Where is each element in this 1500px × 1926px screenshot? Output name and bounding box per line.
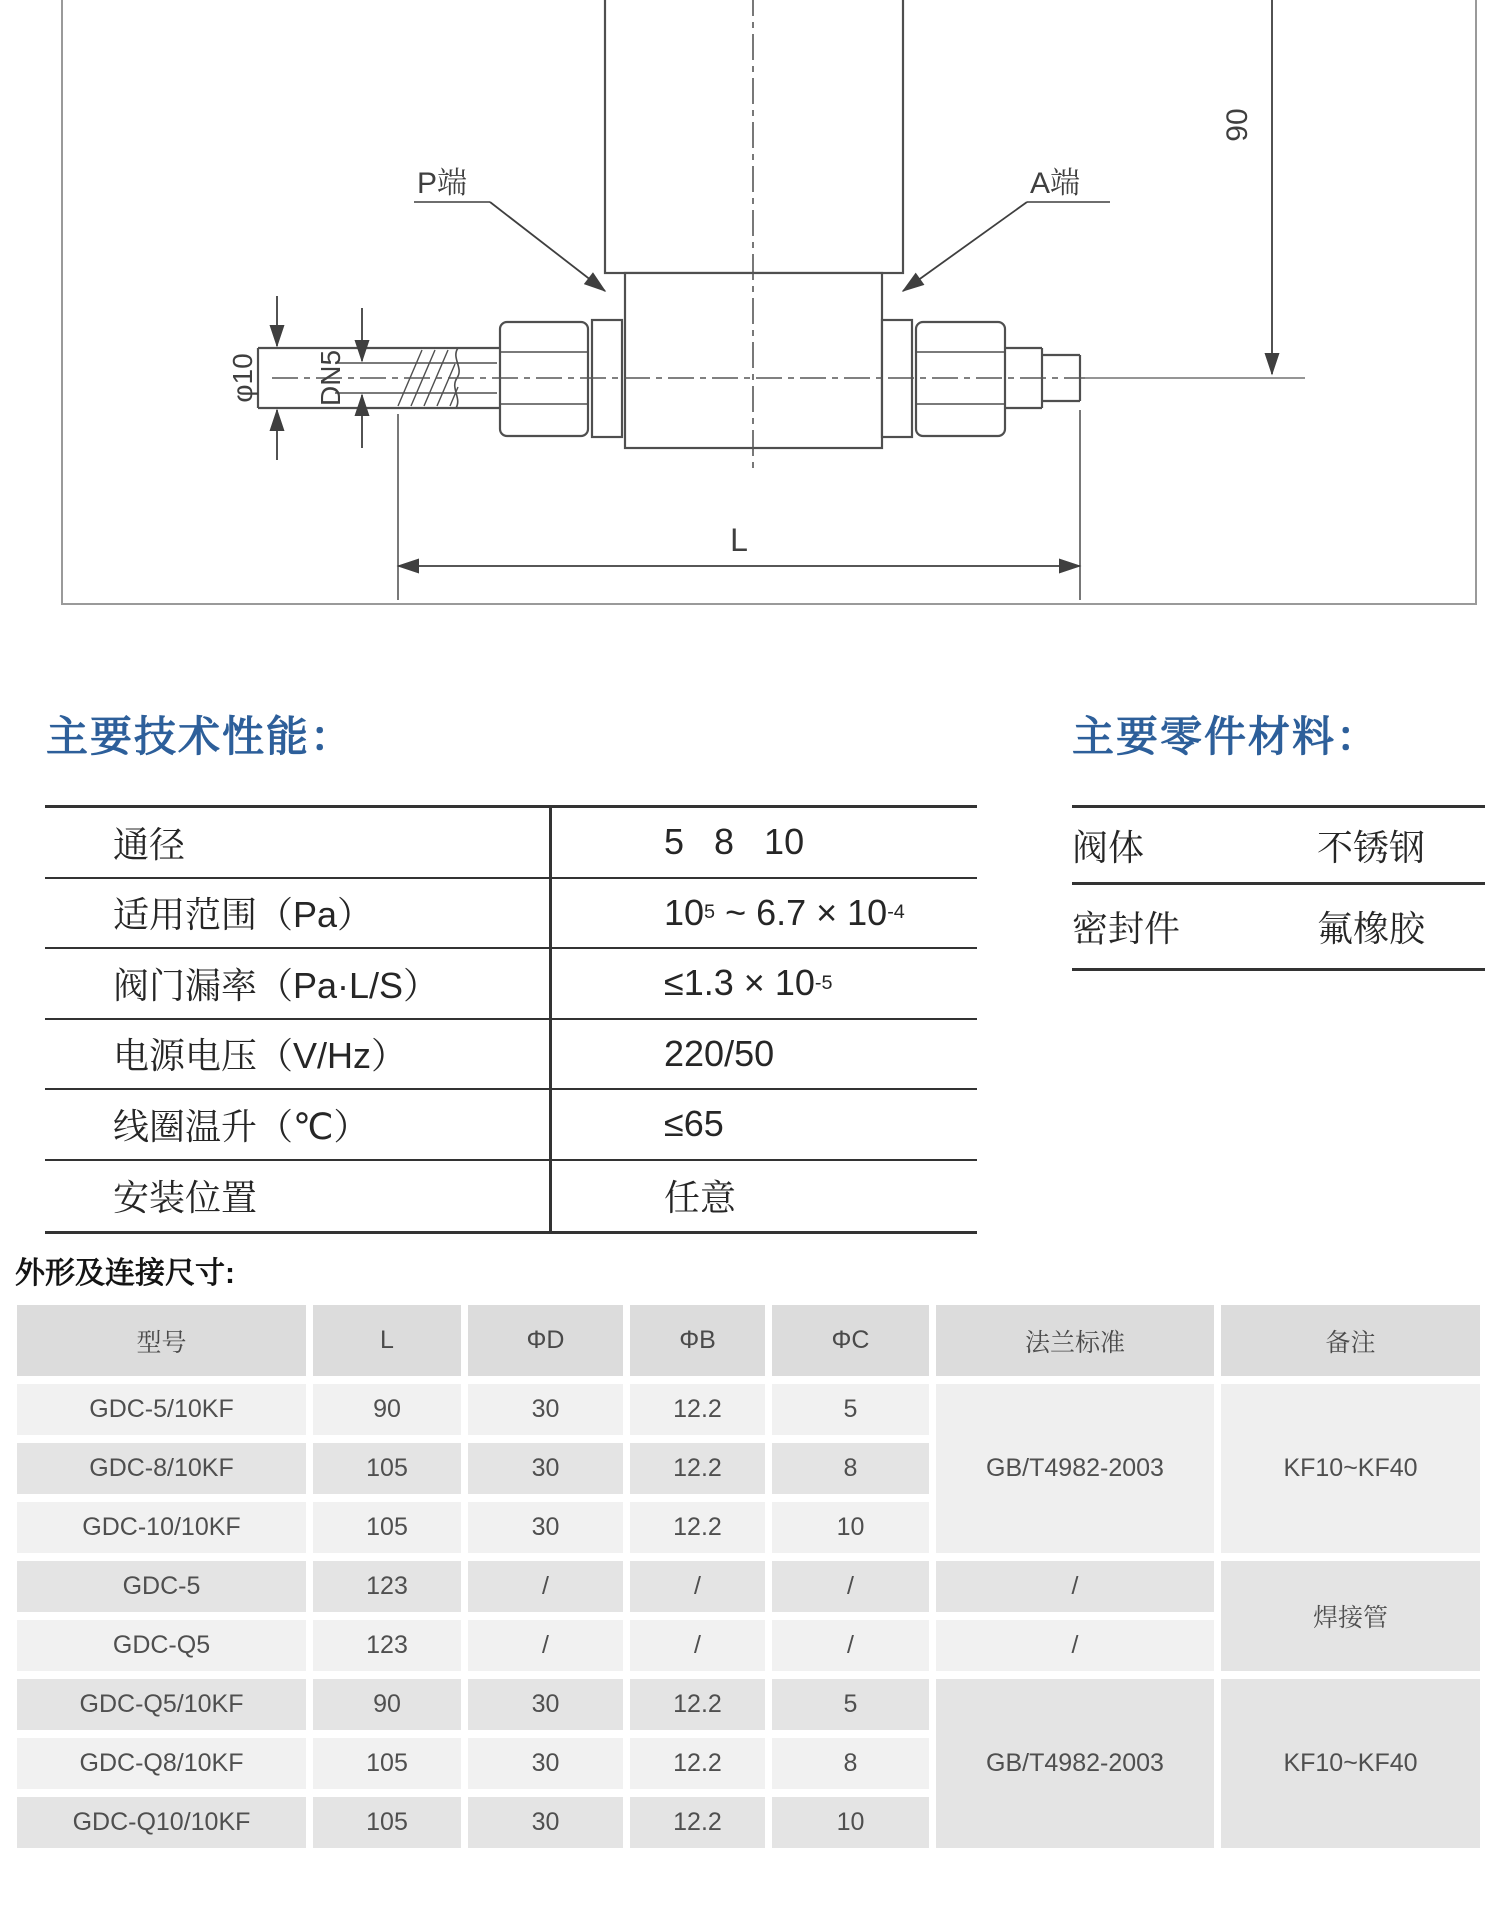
cell-C: 5: [772, 1384, 929, 1435]
material-value: 氟橡胶: [1317, 908, 1426, 949]
cell-C: 5: [772, 1679, 929, 1730]
cell-D: 30: [468, 1502, 623, 1553]
cell-flange: /: [936, 1561, 1214, 1612]
cell-model: GDC-8/10KF: [17, 1443, 306, 1494]
cell-C: /: [772, 1561, 929, 1612]
cell-B: 12.2: [630, 1502, 765, 1553]
table-row: [17, 1384, 1480, 1435]
table-row: [45, 1020, 977, 1091]
table-row: [1072, 885, 1485, 968]
cell-C: 10: [772, 1502, 929, 1553]
spec-value: 5 8 10: [664, 821, 805, 863]
table-row: [45, 879, 977, 950]
dn5-dimension-label: DN5: [315, 349, 346, 407]
p-port-leader: [414, 202, 605, 291]
cell-model: GDC-Q8/10KF: [17, 1738, 306, 1789]
technical-drawing: [0, 0, 1500, 610]
cell-C: /: [772, 1620, 929, 1671]
column-header-B: ΦB: [630, 1305, 765, 1376]
cell-C: 8: [772, 1738, 929, 1789]
tech-specs-heading: 主要技术性能：: [46, 713, 355, 760]
spec-label: 电源电压（V/Hz）: [45, 1020, 552, 1089]
a-port-label: A端: [1030, 167, 1081, 200]
cell-B: /: [630, 1620, 765, 1671]
cell-remark-merged: 焊接管: [1221, 1561, 1480, 1671]
material-value: 不锈钢: [1317, 826, 1426, 868]
table-row: [45, 808, 977, 879]
height-90-dimension-label: 90: [1221, 108, 1254, 142]
spec-value: 任意: [664, 1177, 737, 1219]
table-row: [45, 1090, 977, 1161]
cell-B: 12.2: [630, 1738, 765, 1789]
column-header-L: L: [313, 1305, 461, 1376]
cell-L: 105: [313, 1443, 461, 1494]
column-header-C: ΦC: [772, 1305, 929, 1376]
cell-L: 123: [313, 1620, 461, 1671]
dia-10-dimension-label: φ10: [227, 353, 258, 403]
spec-label: 安装位置: [45, 1161, 552, 1232]
a-port-leader: [903, 202, 1110, 291]
materials-heading: 主要零件材料：: [1072, 713, 1381, 760]
cell-B: 12.2: [630, 1384, 765, 1435]
cell-flange-merged: GB/T4982-2003: [936, 1384, 1214, 1553]
cell-L: 123: [313, 1561, 461, 1612]
table-row: [45, 949, 977, 1020]
cell-flange-merged: GB/T4982-2003: [936, 1679, 1214, 1848]
dimensions-table: [10, 1297, 1487, 1856]
cell-L: 90: [313, 1384, 461, 1435]
table-header-row: [17, 1305, 1480, 1376]
valve-coil: [605, 0, 903, 273]
material-part: 密封件: [1072, 908, 1181, 949]
cell-B: /: [630, 1561, 765, 1612]
left-hex-nut: [500, 322, 588, 436]
spec-value: 220/50: [664, 1032, 775, 1074]
cell-D: 30: [468, 1797, 623, 1848]
material-part: 阀体: [1072, 826, 1145, 868]
column-header-flange: 法兰标准: [936, 1305, 1214, 1376]
tech-specs-table: [45, 805, 977, 1234]
cell-D: 30: [468, 1443, 623, 1494]
cell-C: 10: [772, 1797, 929, 1848]
spec-value: ≤65: [664, 1103, 724, 1145]
spec-label: 阀门漏率（Pa·L/S）: [45, 949, 552, 1018]
materials-table: [1072, 805, 1485, 971]
cell-model: GDC-5/10KF: [17, 1384, 306, 1435]
cell-remark-merged: KF10~KF40: [1221, 1384, 1480, 1553]
cell-model: GDC-Q5/10KF: [17, 1679, 306, 1730]
spec-label: 适用范围（Pa）: [45, 879, 552, 948]
cell-B: 12.2: [630, 1797, 765, 1848]
cell-L: 105: [313, 1797, 461, 1848]
p-port-label: P端: [417, 167, 468, 200]
cell-model: GDC-Q5: [17, 1620, 306, 1671]
column-header-remark: 备注: [1221, 1305, 1480, 1376]
cell-D: /: [468, 1620, 623, 1671]
dimensions-heading: 外形及连接尺寸:: [15, 1257, 235, 1290]
cell-B: 12.2: [630, 1443, 765, 1494]
cell-model: GDC-5: [17, 1561, 306, 1612]
table-row: [1072, 808, 1485, 885]
cell-D: 30: [468, 1384, 623, 1435]
cell-L: 105: [313, 1738, 461, 1789]
table-row: [17, 1561, 1480, 1612]
cell-remark-merged: KF10~KF40: [1221, 1679, 1480, 1848]
table-row: [17, 1679, 1480, 1730]
cell-D: /: [468, 1561, 623, 1612]
cell-L: 105: [313, 1502, 461, 1553]
column-header-model: 型号: [17, 1305, 306, 1376]
cell-model: GDC-Q10/10KF: [17, 1797, 306, 1848]
spec-value: 10 5 ~ 6.7 × 10 -4: [664, 891, 905, 933]
cell-B: 12.2: [630, 1679, 765, 1730]
spec-value: ≤1.3 × 10 -5: [664, 962, 833, 1004]
column-header-D: ΦD: [468, 1305, 623, 1376]
cell-D: 30: [468, 1738, 623, 1789]
cell-flange: /: [936, 1620, 1214, 1671]
cell-L: 90: [313, 1679, 461, 1730]
right-hex-nut: [916, 322, 1005, 436]
cell-model: GDC-10/10KF: [17, 1502, 306, 1553]
cell-D: 30: [468, 1679, 623, 1730]
cell-C: 8: [772, 1443, 929, 1494]
table-row: [45, 1161, 977, 1232]
length-L-dimension-label: L: [730, 522, 748, 558]
spec-label: 通径: [45, 808, 552, 877]
spec-label: 线圈温升（℃）: [45, 1090, 552, 1159]
